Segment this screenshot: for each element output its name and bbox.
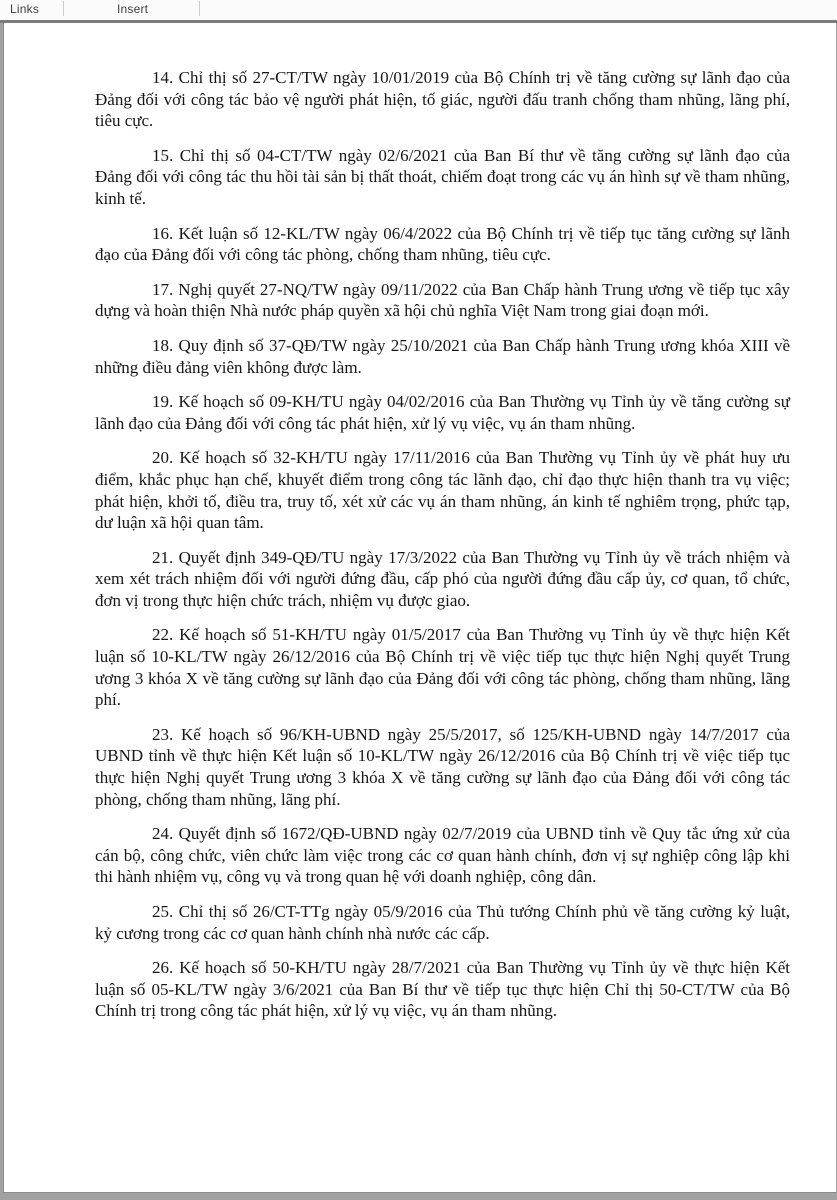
paragraph: 25. Chỉ thị số 26/CT-TTg ngày 05/9/2016 của Thủ tướng Chính phủ về tăng cường kỷ luật, kỷ cương trong các cơ quan hành chính nhà nước các cấp. <box>95 902 790 943</box>
paragraph: 22. Kế hoạch số 51-KH/TU ngày 01/5/2017 của Ban Thường vụ Tỉnh ủy về thực hiện Kết luận số 10-KL/TW ngày 26/12/2016 của Bộ Chính trị về việc tiếp tục thực hiện Nghị quyết Trung ương 3 khóa X về tăng cường sự lãnh đạo của Đảng đối với công tác phòng, chống tham nhũng, lãng phí. <box>95 625 790 710</box>
toolbar-separator <box>199 1 200 16</box>
document-page[interactable] <box>3 23 836 1193</box>
toolbar-separator <box>63 1 64 16</box>
ribbon-toolbar <box>0 0 837 20</box>
paragraph: 15. Chỉ thị số 04-CT/TW ngày 02/6/2021 của Ban Bí thư về tăng cường sự lãnh đạo của Đảng đối với công tác thu hồi tài sản bị thất thoát, chiếm đoạt trong các vụ án hình sự về tham nhũng, kinh tế. <box>95 145 790 208</box>
paragraph: 16. Kết luận số 12-KL/TW ngày 06/4/2022 của Bộ Chính trị về tiếp tục tăng cường sự lãnh đạo của Đảng đối với công tác phòng, chống tham nhũng, tiêu cực. <box>95 223 790 265</box>
paragraph: 14. Chỉ thị số 27-CT/TW ngày 10/01/2019 của Bộ Chính trị về tăng cường sự lãnh đạo của Đảng đối với công tác bảo vệ người phát hiện, tố giác, người đấu tranh chống tham nhũng, lãng phí, tiêu cực. <box>95 68 790 131</box>
toolbar-tab-insert[interactable]: Insert <box>117 2 149 16</box>
paragraph: 26. Kế hoạch số 50-KH/TU ngày 28/7/2021 của Ban Thường vụ Tỉnh ủy về thực hiện Kết luận số 05-KL/TW ngày 3/6/2021 của Ban Bí thư về tiếp tục thực hiện Chỉ thị 50-CT/TW của Bộ Chính trị trong công tác phát hiện, xử lý vụ việc, vụ án tham nhũng. <box>95 958 790 1021</box>
paragraph: 21. Quyết định 349-QĐ/TU ngày 17/3/2022 của Ban Thường vụ Tỉnh ủy về trách nhiệm và xem xét trách nhiệm đối với người đứng đầu, cấp phó của người đứng đầu cấp ủy, cơ quan, tổ chức, đơn vị trong thực hiện chức trách, nhiệm vụ được giao. <box>95 547 790 610</box>
paragraph: 19. Kế hoạch số 09-KH/TU ngày 04/02/2016 của Ban Thường vụ Tỉnh ủy về tăng cường sự lãnh đạo của Đảng đối với công tác phát hiện, xử lý vụ việc, vụ án tham nhũng. <box>95 392 790 433</box>
paragraph: 24. Quyết định số 1672/QĐ-UBND ngày 02/7/2019 của UBND tỉnh về Quy tắc ứng xử của cán bộ, công chức, viên chức làm việc trong các cơ quan hành chính, đơn vị sự nghiệp công lập khi thi hành nhiệm vụ, công vụ và trong quan hệ với doanh nghiệp, công dân. <box>95 824 790 887</box>
paragraph: 20. Kế hoạch số 32-KH/TU ngày 17/11/2016 của Ban Thường vụ Tỉnh ủy về phát huy ưu điểm, khắc phục hạn chế, khuyết điểm trong công tác lãnh đạo, chỉ đạo thực hiện thanh tra vụ việc; phát hiện, khởi tố, điều tra, truy tố, xét xử các vụ án tham nhũng, án kinh tế nghiêm trọng, phức tạp, dư luận xã hội quan tâm. <box>95 448 790 533</box>
paragraph: 23. Kế hoạch số 96/KH-UBND ngày 25/5/2017, số 125/KH-UBND ngày 14/7/2017 của UBND tỉnh về thực hiện Kết luận số 10-KL/TW ngày 26/12/2016 của Bộ Chính trị về việc tiếp tục thực hiện Nghị quyết Trung ương 3 khóa X về tăng cường sự lãnh đạo của Đảng đối với công tác phòng, chống tham nhũng, lãng phí. <box>95 724 790 809</box>
paragraph: 17. Nghị quyết 27-NQ/TW ngày 09/11/2022 của Ban Chấp hành Trung ương về tiếp tục xây dựng và hoàn thiện Nhà nước pháp quyền xã hội chủ nghĩa Việt Nam trong giai đoạn mới. <box>95 279 790 321</box>
paragraph: 18. Quy định số 37-QĐ/TW ngày 25/10/2021 của Ban Chấp hành Trung ương khóa XIII về những điều đảng viên không được làm. <box>95 335 790 377</box>
document-body <box>95 67 790 1022</box>
toolbar-tab-links[interactable]: Links <box>10 2 40 16</box>
